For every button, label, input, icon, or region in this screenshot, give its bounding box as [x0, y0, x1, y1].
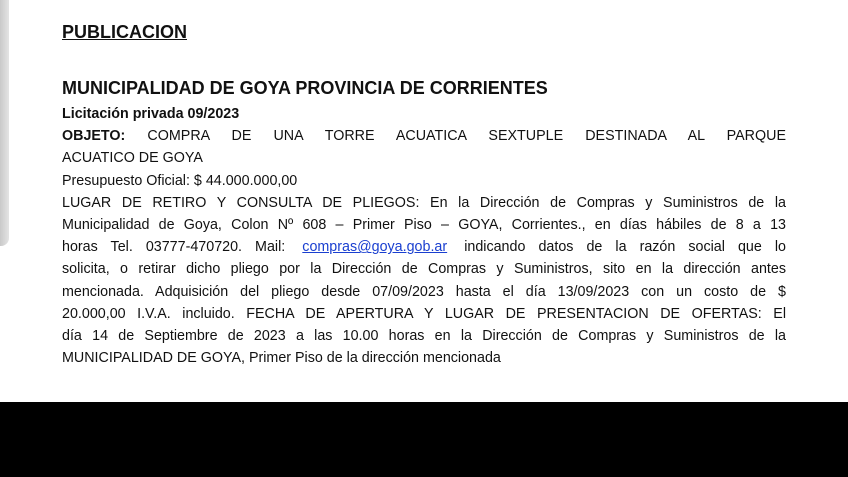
notice-body: [62, 103, 786, 369]
body-line-4: solicita, o retirar dicho pliego por la Dirección de Compras y Suministros, sito en la dirección antes: [62, 261, 786, 278]
body-line-1: LUGAR DE RETIRO Y CONSULTA DE PLIEGOS: En la Dirección de Compras y Suministros de la: [62, 194, 786, 211]
body-line-5: mencionada. Adquisición del pliego desde 07/09/2023 hasta el día 13/09/2023 con un costo de $: [62, 283, 786, 300]
municipality-title: MUNICIPALIDAD DE GOYA PROVINCIA DE CORRIENTES: [62, 78, 548, 98]
body-line-8: MUNICIPALIDAD DE GOYA, Primer Piso de la dirección mencionada: [62, 350, 501, 367]
black-bottom-band: [0, 402, 848, 477]
objeto-label: OBJETO:: [62, 128, 126, 145]
objeto-line-1: [62, 125, 786, 147]
publication-heading: PUBLICACION: [62, 22, 187, 42]
body-line-3: [62, 236, 786, 258]
body-line-3-start: horas Tel. 03777-470720. Mail:: [62, 239, 286, 256]
email-link[interactable]: compras@goya.gob.ar: [302, 239, 448, 256]
presupuesto-line: Presupuesto Oficial: $ 44.000.000,00: [62, 172, 298, 189]
body-line-6: 20.000,00 I.V.A. incluido. FECHA DE APERTURA Y LUGAR DE PRESENTACION DE OFERTAS: El: [62, 305, 786, 322]
body-line-7: día 14 de Septiembre de 2023 a las 10.00 horas en la Dirección de Compras y Suministros de la: [62, 328, 786, 345]
body-line-2: Municipalidad de Goya, Colon Nº 608 – Primer Piso – GOYA, Corrientes., en días hábiles de 8 a 13: [62, 217, 786, 234]
objeto-line-2: ACUATICO DE GOYA: [62, 150, 203, 167]
page-edge-shadow: [0, 0, 9, 246]
body-line-3-end: indicando datos de la razón social que lo: [464, 239, 786, 256]
objeto-text: COMPRA DE UNA TORRE ACUATICA SEXTUPLE DESTINADA AL PARQUE: [147, 128, 786, 145]
licitacion-line: Licitación privada 09/2023: [62, 106, 240, 122]
